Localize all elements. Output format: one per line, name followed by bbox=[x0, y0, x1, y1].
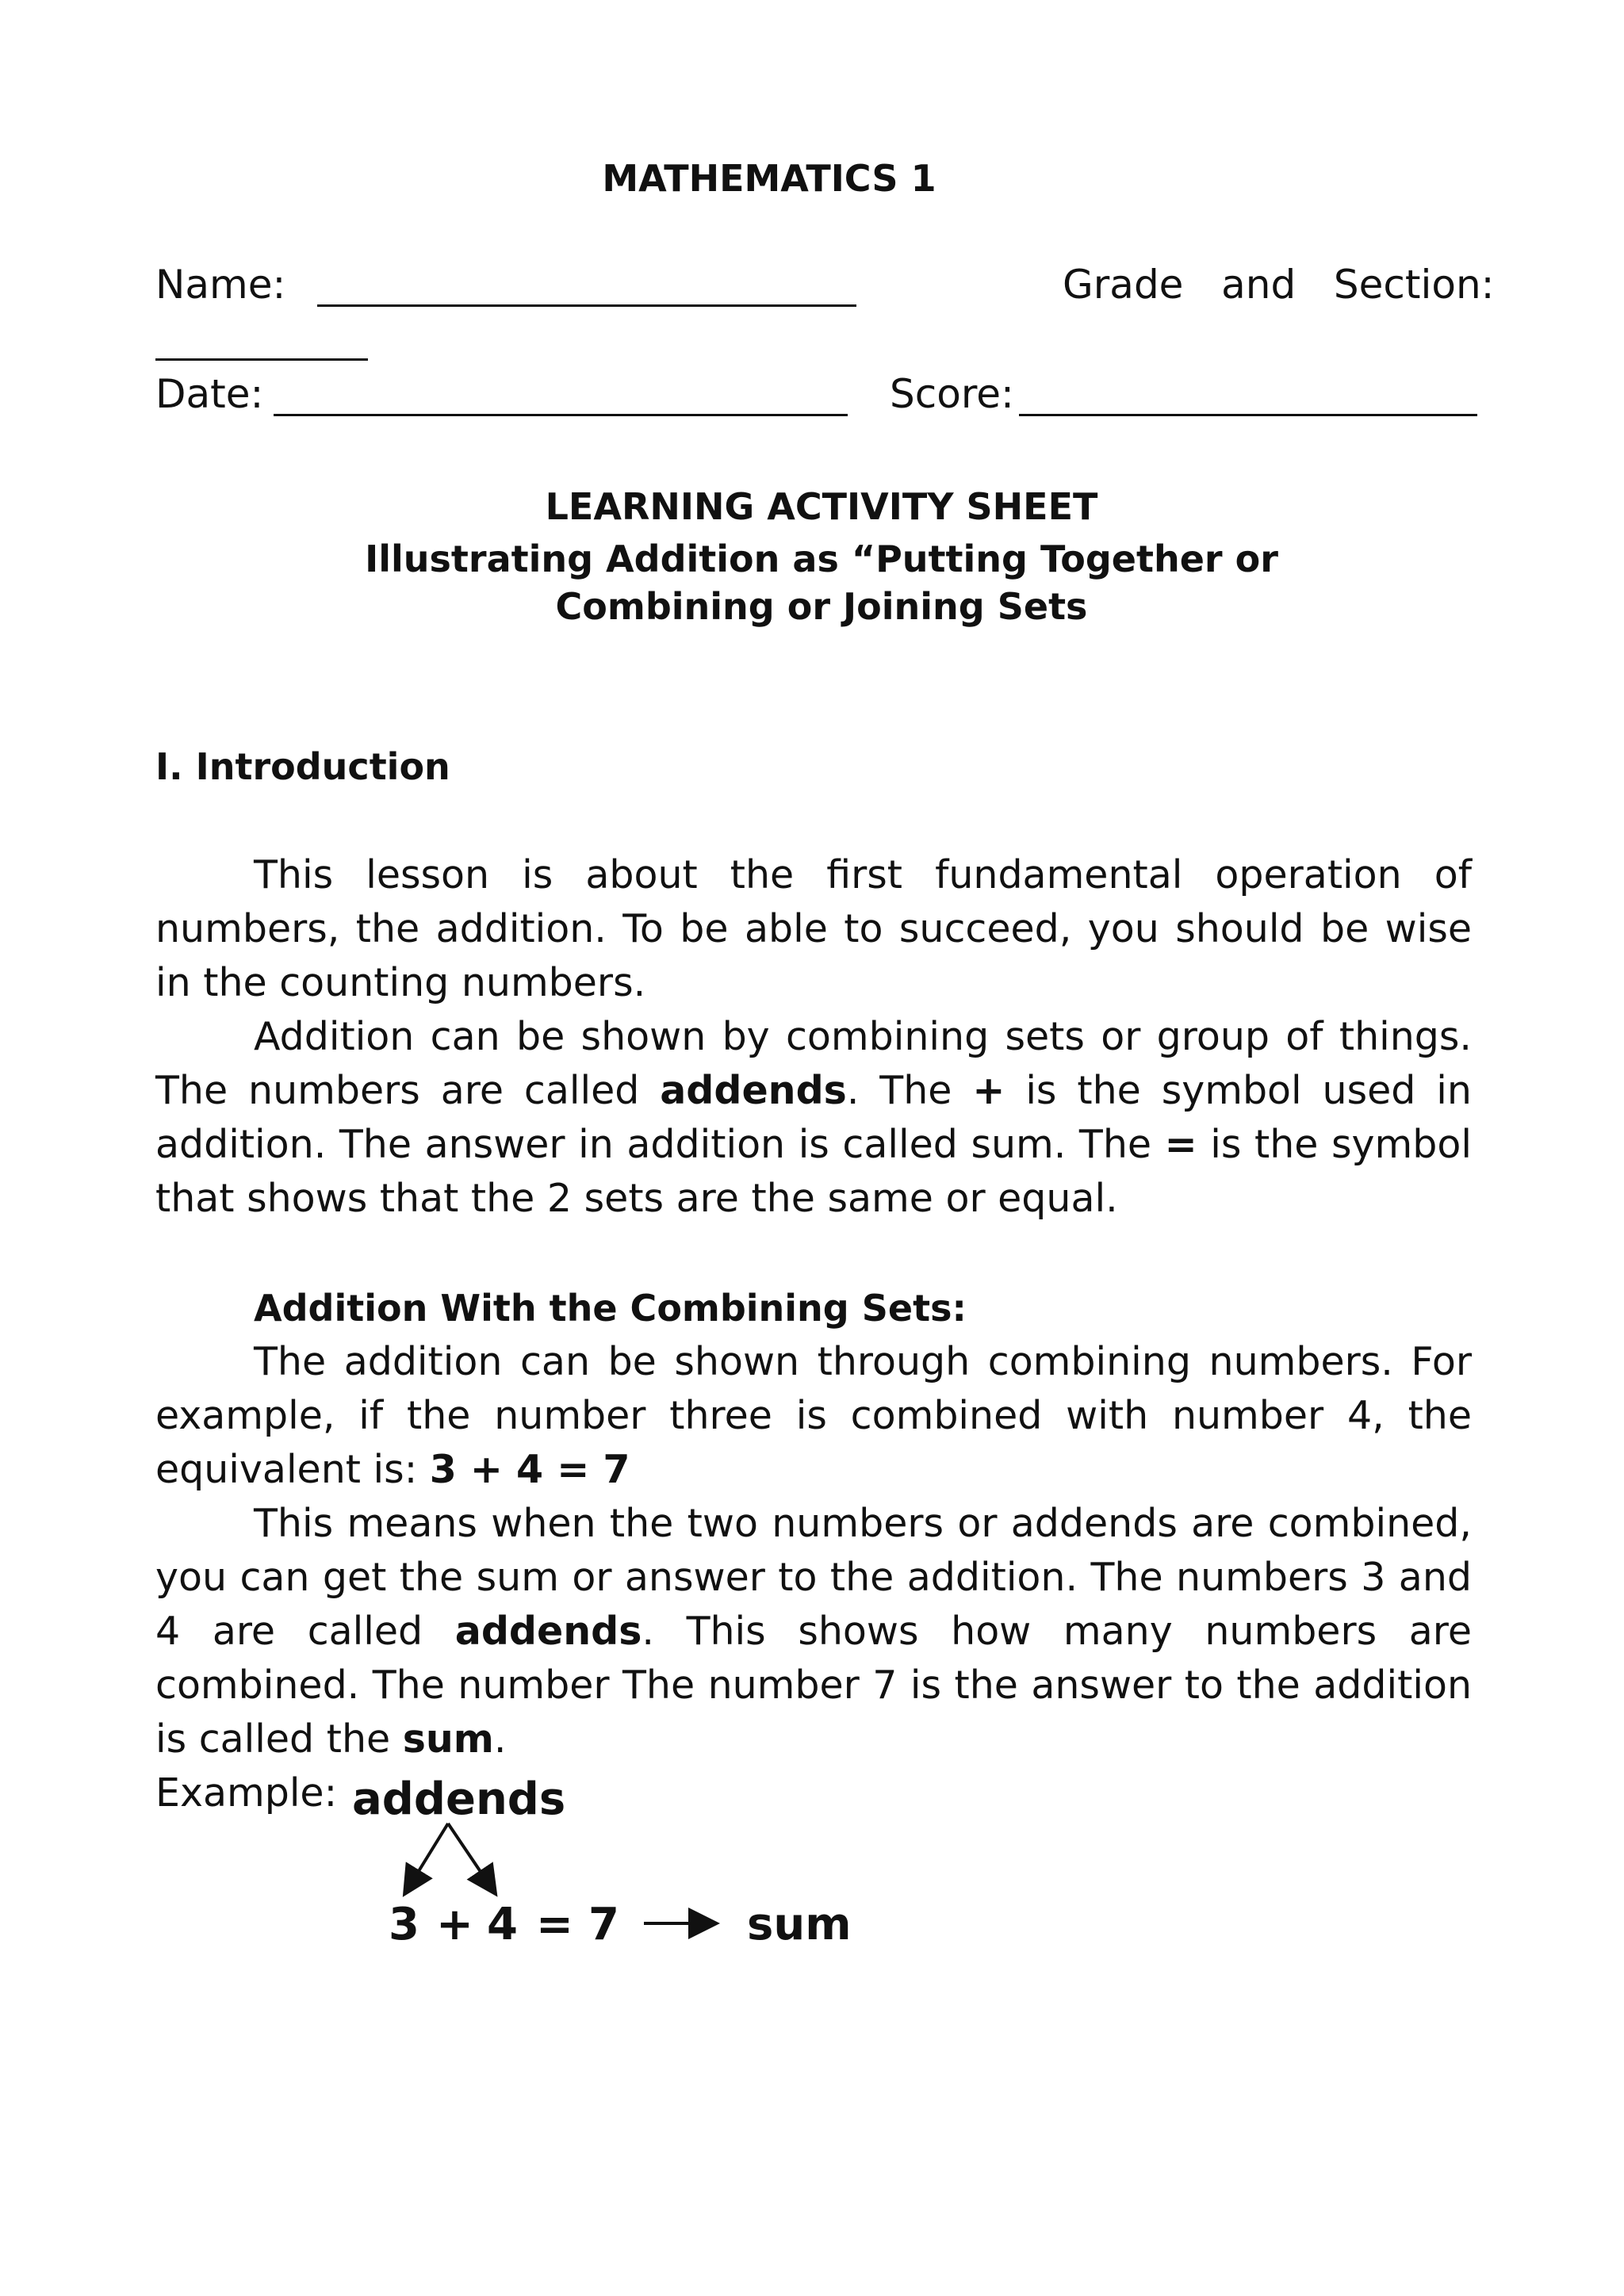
equation-result: 7 bbox=[588, 1899, 619, 1950]
equation-plus: + bbox=[436, 1899, 473, 1950]
example-label: Example: bbox=[155, 1770, 338, 1816]
grade-section-label: Grade and Section: bbox=[1063, 262, 1495, 308]
section-heading-introduction: I. Introduction bbox=[155, 745, 450, 788]
subject-title: MATHEMATICS 1 bbox=[602, 157, 936, 200]
addend-arrow-right bbox=[448, 1823, 494, 1892]
equation-num2: 4 bbox=[487, 1899, 518, 1950]
intro-paragraph-2: Addition can be shown by combining sets or group of things. The numbers are called addends. The + is the symbol used in addition. The answer in addition is called sum. The = is the symbol that shows that the 2 sets are the same or equal. bbox=[155, 1014, 1472, 1221]
sheet-type: LEARNING ACTIVITY SHEET bbox=[545, 485, 1098, 528]
name-label: Name: bbox=[155, 262, 286, 308]
addends-label: addends bbox=[352, 1774, 566, 1825]
combining-paragraph-1: The addition can be shown through combining numbers. For example, if the number three is combined with number 4, the equivalent is: 3 + 4 = 7 bbox=[155, 1339, 1472, 1492]
addend-arrow-left bbox=[406, 1823, 448, 1892]
sum-label: sum bbox=[747, 1899, 852, 1950]
equation-num1: 3 bbox=[389, 1899, 419, 1950]
equation-equals: = bbox=[536, 1899, 573, 1950]
combining-paragraph-2: This means when the two numbers or addends are combined, you can get the sum or answer to the addition. The numbers 3 and 4 are called addends. This shows how many numbers are combined. The number The number 7 is the answer to the addition is called the sum. bbox=[155, 1501, 1472, 1762]
date-label: Date: bbox=[155, 371, 264, 417]
combining-heading: Addition With the Combining Sets: bbox=[254, 1287, 967, 1330]
score-label: Score: bbox=[890, 371, 1014, 417]
sheet-title-line2: Combining or Joining Sets bbox=[555, 585, 1088, 628]
intro-paragraph-1: This lesson is about the first fundamental operation of numbers, the addition. To be able to succeed, you should be wise in the counting numbers. bbox=[155, 852, 1472, 1005]
sheet-title-line1: Illustrating Addition as “Putting Together or bbox=[365, 538, 1278, 580]
